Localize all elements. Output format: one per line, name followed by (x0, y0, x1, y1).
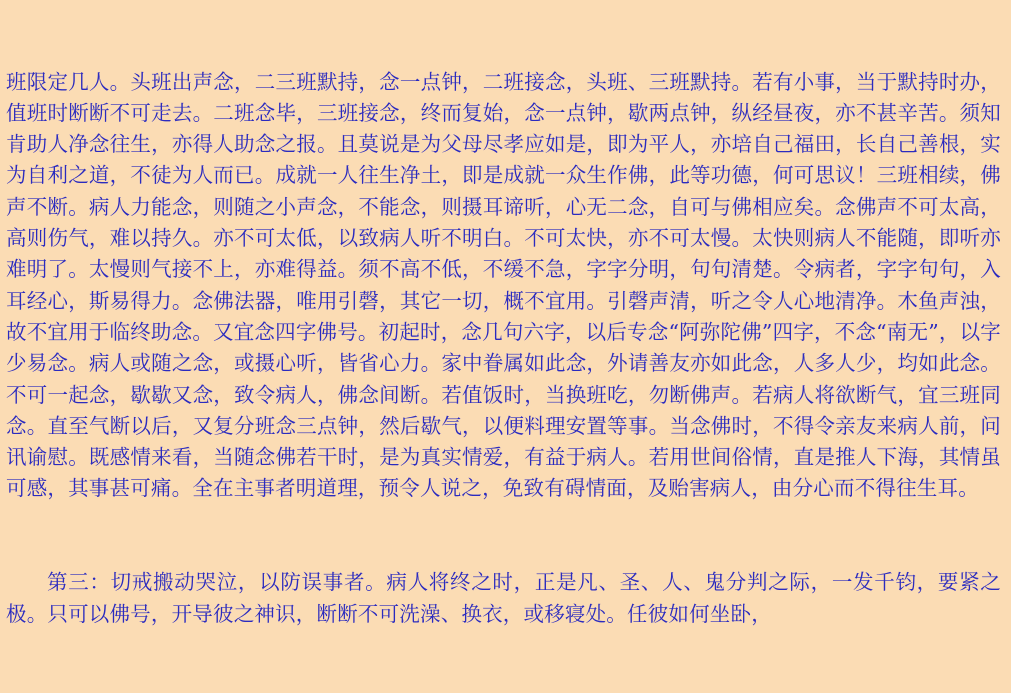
paragraph: 班限定几人。头班出声念，二三班默持，念一点钟，二班接念，头班、三班默持。若有小事，当于默持时办，值班时断断不可走去。二班念毕，三班接念，终而复始，念一点钟，歇两点钟，纵经昼夜，亦不甚辛苦。须知肯助人净念往生，亦得人助念之报。且莫说是为父母尽孝应如是，即为平人，亦培自己福田，长自己善根，实为自利之道，不徒为人而已。成就一人往生净土，即是成就一众生作佛，此等功德，何可思议！三班相续，佛声不断。病人力能念，则随之小声念，不能念，则摄耳谛听，心无二念，自可与佛相应矣。念佛声不可太高，高则伤气，难以持久。亦不可太低，以致病人听不明白。不可太快，亦不可太慢。太快则病人不能随，即听亦难明了。太慢则气接不上，亦难得益。须不高不低，不缓不急，字字分明，句句清楚。令病者，字字句句，入耳经心，斯易得力。念佛法器，唯用引磬，其它一切，概不宜用。引磬声清，听之令人心地清净。木鱼声浊，故不宜用于临终助念。又宜念四字佛号。初起时，念几句六字，以后专念“阿弥陀佛”四字，不念“南无”，以字少易念。病人或随之念，或摄心听，皆省心力。家中眷属如此念，外请善友亦如此念，人多人少，均如此念。不可一起念，歇歇又念，致令病人，佛念间断。若值饭时，当换班吃，勿断佛声。若病人将欲断气，宜三班同念。直至气断以后，又复分班念三点钟，然后歇气，以便料理安置等事。当念佛时，不得令亲友来病人前，问讯谕慰。既感情来看，当随念佛若干时，是为真实情爱，有益于病人。若用世间俗情，直是推人下海，其情虽可感，其事甚可痛。全在主事者明道理，预令人说之，免致有碍情面，及贻害病人，由分心而不得往生耳。 (6, 69, 1001, 501)
document-text-column (6, 4, 1001, 693)
paragraph: 第三：切戒搬动哭泣，以防误事者。病人将终之时，正是凡、圣、人、鬼分判之际，一发千钧，要紧之极。只可以佛号，开导彼之神识，断断不可洗澡、换衣，或移寝处。任彼如何坐卧， (6, 570, 1001, 626)
